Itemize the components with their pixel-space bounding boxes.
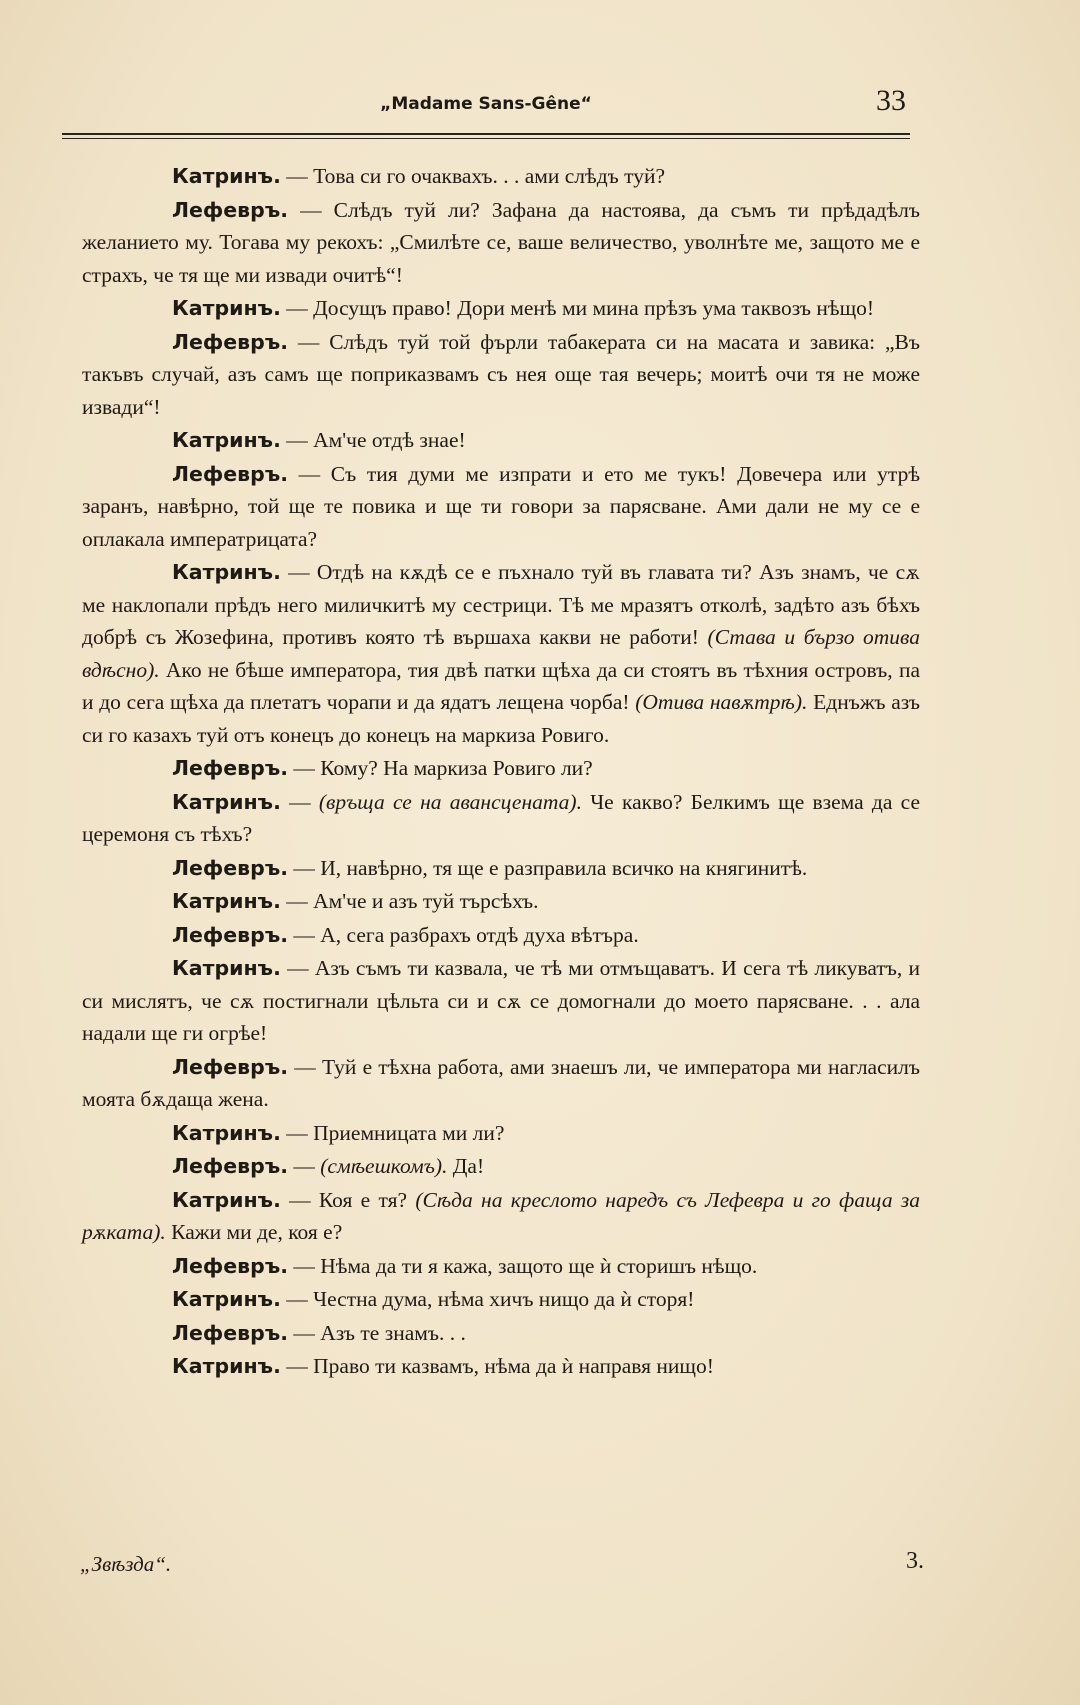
speech-text: — Азъ те знамъ. . .	[288, 1320, 466, 1345]
speaker-name: Катринъ.	[172, 789, 281, 814]
speech-text: Ако не бѣше императора, тия двѣ патки щѣха да си стоятъ въ тѣхния островъ, па и до сега щѣха да плетатъ чорапи и да ядатъ лещена чорба!	[82, 657, 920, 714]
speech-text: — Приемницата ми ли?	[280, 1120, 505, 1145]
dialogue-paragraph	[82, 952, 920, 1050]
speech-text: — Коя е тя?	[280, 1187, 416, 1212]
speech-text: — Право ти казвамъ, нѣма да ѝ направя нищо!	[280, 1354, 714, 1378]
speaker-name: Катринъ.	[172, 428, 281, 452]
speaker-name: Лефевръ.	[172, 461, 289, 486]
dialogue-paragraph	[82, 458, 920, 556]
speech-text: Че какво? Белкимъ ще взема да се церемоня съ тѣхъ?	[82, 789, 920, 846]
speech-text: — Слѣдъ туй той фърли табакерата си на масата и завика: „Въ такъвъ случай, азъ самъ ще поприказвамъ съ нея още тая вечерь; моитѣ очи тя не може извади“!	[82, 329, 920, 419]
speech-text: — Азъ съмъ ти казвала, че тѣ ми отмъщаватъ. И сега тѣ ликуватъ, и си мислятъ, че сѫ постигнали цѣльта си и сѫ се домогнали до моето парясване. . . ала надали ще ги огрѣе!	[82, 956, 920, 1045]
stage-direction: (Сѣда на креслото наредъ съ Лефевра и го фаща за рѫката).	[82, 1187, 920, 1244]
speech-text: — Слѣдъ туй ли? Зафана да настоява, да съмъ ти прѣдадѣлъ желанието му. Тогава му рекохъ: „Смилѣте се, ваше величество, уволнѣте ме, защото ме е страхъ, че тя ще ми извади очитѣ“!	[82, 197, 920, 287]
dialogue-paragraph	[82, 885, 920, 918]
dialogue-paragraph	[82, 1184, 920, 1249]
dialogue-paragraph	[82, 292, 920, 325]
footer-sheet-number: 3.	[906, 1548, 924, 1574]
dialogue-paragraph	[82, 424, 920, 457]
dialogue-paragraph	[82, 786, 920, 851]
speech-text: —	[288, 1154, 321, 1178]
stage-direction: (връща се на авансцената).	[318, 789, 582, 814]
speaker-name: Лефевръ.	[172, 922, 289, 947]
page-header	[62, 84, 910, 124]
speaker-name: Лефевръ.	[172, 756, 289, 780]
dialogue-paragraph	[82, 752, 920, 785]
speech-text: — Това си го очаквахъ. . . ами слѣдъ туй?	[280, 164, 666, 188]
speaker-name: Катринъ.	[172, 889, 281, 913]
speaker-name: Катринъ.	[172, 1120, 281, 1145]
speaker-name: Катринъ.	[172, 164, 281, 188]
stage-direction: (смѣешкомъ).	[320, 1154, 448, 1178]
speech-text: Кажи ми де, коя е?	[165, 1220, 343, 1244]
footer-signature: „Звѣзда“.	[80, 1552, 172, 1576]
dialogue-paragraph	[82, 1051, 920, 1116]
speech-text: Да!	[447, 1154, 485, 1178]
speaker-name: Лефевръ.	[172, 329, 289, 354]
speaker-name: Катринъ.	[172, 1287, 281, 1311]
dialogue-paragraph	[82, 1250, 920, 1283]
speaker-name: Лефевръ.	[172, 1054, 289, 1079]
dialogue-paragraph	[82, 1283, 920, 1316]
speaker-name: Катринъ.	[172, 1187, 281, 1212]
speaker-name: Лефевръ.	[172, 197, 289, 222]
dialogue-paragraph	[82, 1150, 920, 1183]
speech-text: —	[280, 789, 319, 814]
speech-text: — Ам'че и азъ туй търсѣхъ.	[280, 889, 539, 913]
speaker-name: Лефевръ.	[172, 1253, 289, 1278]
speech-text: — Честна дума, нѣма хичъ нищо да ѝ сторя!	[280, 1287, 695, 1311]
speaker-name: Катринъ.	[172, 1354, 281, 1378]
dialogue-paragraph	[82, 556, 920, 751]
dialogue-body	[82, 160, 920, 1384]
dialogue-paragraph	[82, 326, 920, 424]
speech-text: — Нѣма да ти я кажа, защото ще ѝ сторишъ нѣщо.	[288, 1253, 758, 1278]
dialogue-paragraph	[82, 194, 920, 292]
speech-text: — А, сега разбрахъ отдѣ духа вѣтъра.	[288, 922, 639, 947]
speaker-name: Лефевръ.	[172, 1320, 289, 1345]
speech-text: — Досущъ право! Дори менѣ ми мина прѣзъ ума таквозъ нѣщо!	[280, 296, 875, 320]
dialogue-paragraph	[82, 852, 920, 885]
speech-text: — Отдѣ на кѫдѣ се е пъхнало туй въ главата ти? Азъ знамъ, че сѫ ме наклопали прѣдъ него миличкитѣ му сестрици. Тѣ ме мразятъ отколѣ, задѣто азъ бѣхъ добрѣ съ Жозефина, противъ която тѣ вършаха какви не работи!	[82, 560, 920, 649]
header-rule-thick	[62, 133, 910, 135]
speech-text: — Кому? На маркиза Ровиго ли?	[288, 756, 593, 780]
speech-text: — Съ тия думи ме изпрати и ето ме тукъ! Довечера или утрѣ заранъ, навѣрно, той ще те повика и ще ти говори за парясване. Ами дали не му се е оплакала императрицата?	[82, 461, 920, 551]
speech-text: — Ам'че отдѣ знае!	[280, 428, 466, 452]
dialogue-paragraph	[82, 1117, 920, 1150]
speech-text: — И, навѣрно, тя ще е разправила всичко на княгинитѣ.	[288, 855, 808, 880]
stage-direction: (Отива навѫтрѣ).	[635, 690, 808, 714]
speaker-name: Катринъ.	[172, 956, 281, 980]
dialogue-paragraph	[82, 919, 920, 952]
dialogue-paragraph	[82, 1350, 920, 1383]
page-number: 33	[876, 84, 906, 117]
speech-text: Еднъжъ азъ си го казахъ туй отъ конецъ до конецъ на маркиза Ровиго.	[82, 690, 920, 747]
stage-direction: (Става и бързо отива вдѣсно).	[82, 625, 920, 682]
speech-text: — Туй е тѣхна работа, ами знаешъ ли, че императора ми нагласилъ моята бѫдаща жена.	[82, 1054, 920, 1111]
speaker-name: Лефевръ.	[172, 855, 289, 880]
speaker-name: Катринъ.	[172, 296, 281, 320]
dialogue-paragraph	[82, 160, 920, 193]
speaker-name: Катринъ.	[172, 560, 281, 584]
running-title: „Madame Sans-Gêne“	[380, 94, 592, 114]
speaker-name: Лефевръ.	[172, 1154, 289, 1178]
dialogue-paragraph	[82, 1317, 920, 1350]
header-rule-thin	[62, 138, 910, 139]
